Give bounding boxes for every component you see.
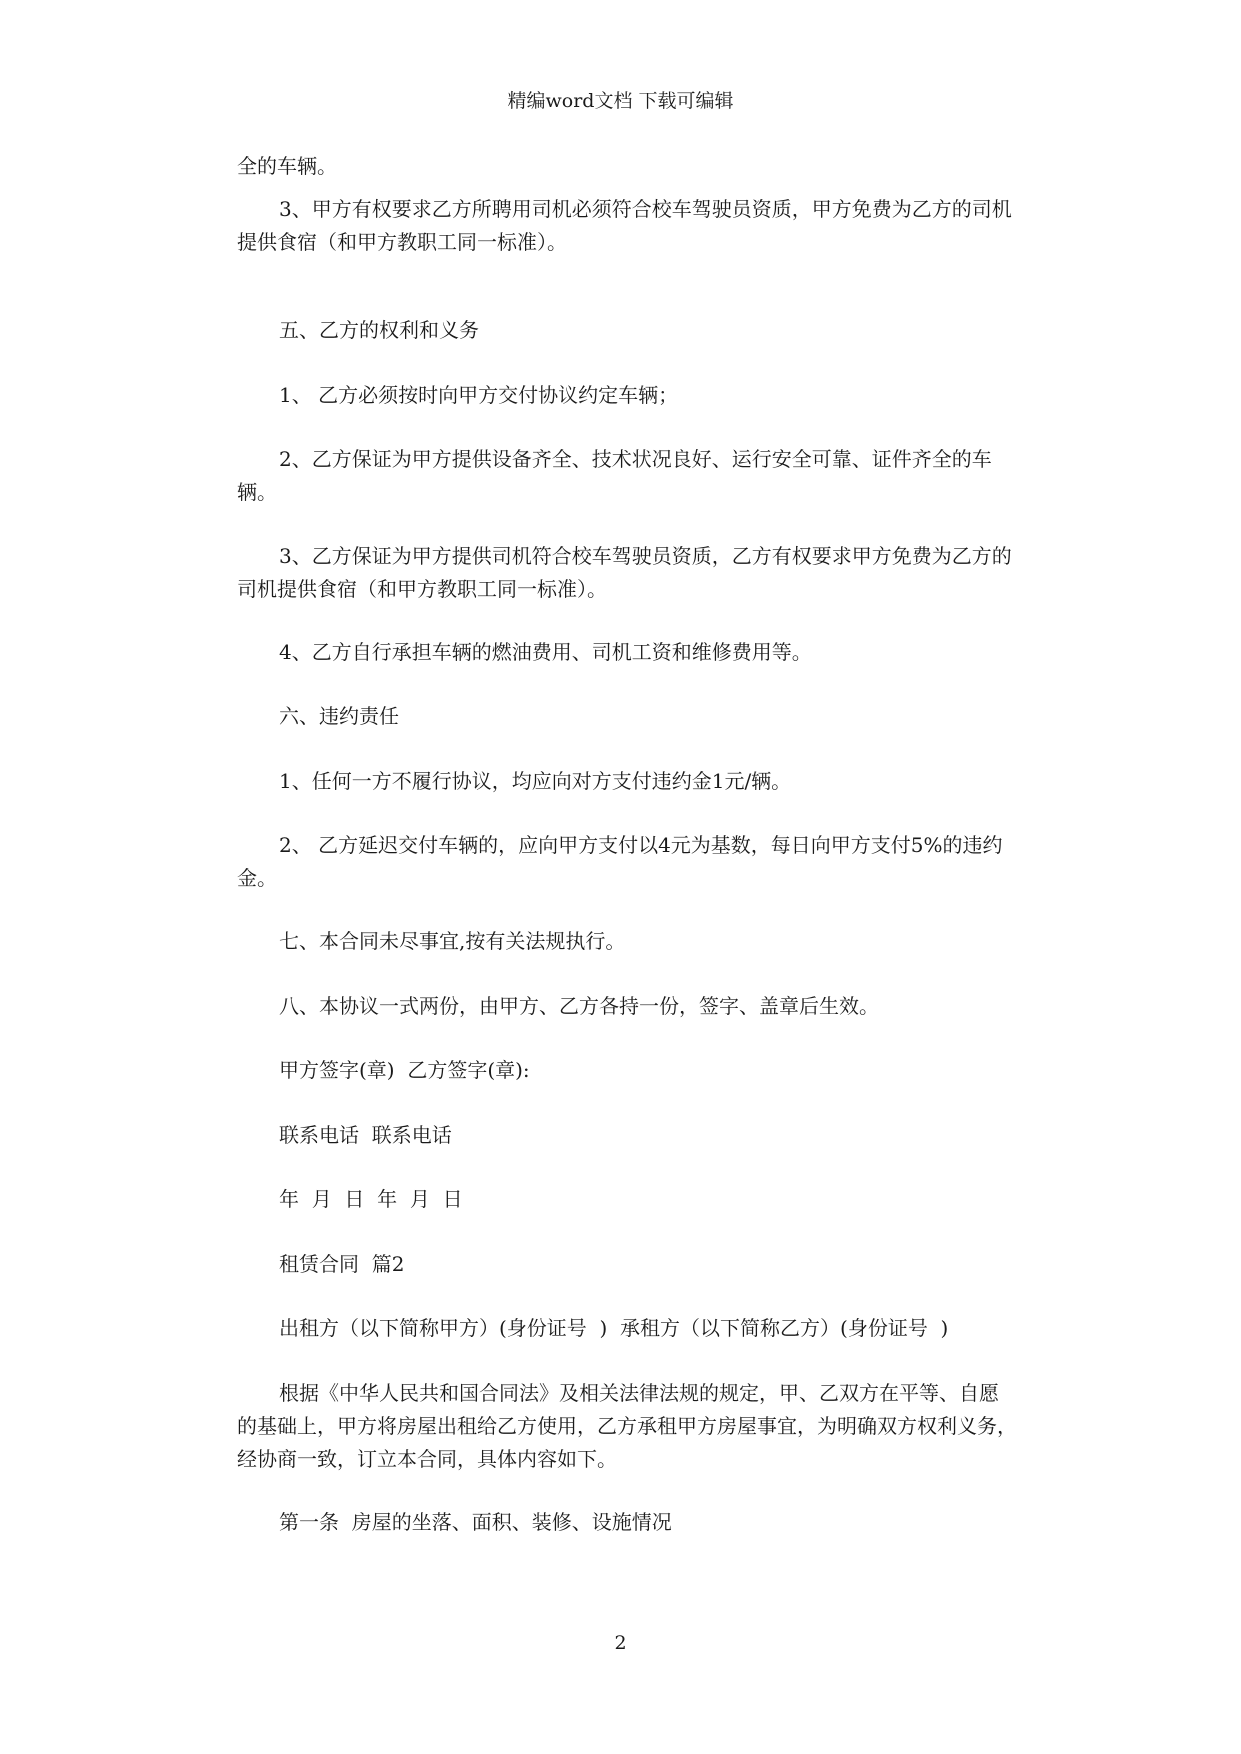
article-heading: 第一条 房屋的坐落、面积、装修、设施情况 (279, 1510, 672, 1534)
section-heading: 六、违约责任 (279, 704, 399, 728)
paragraph: 2、乙方保证为甲方提供设备齐全、技术状况良好、运行安全可靠、证件齐全的车辆。 (237, 447, 992, 504)
paragraph: 3、乙方保证为甲方提供司机符合校车驾驶员资质，乙方有权要求甲方免费为乙方的司机提供食宿（和甲方教职工同一标准）。 (237, 544, 1012, 601)
section-title: 租赁合同 篇2 (279, 1252, 405, 1276)
paragraph: 3、甲方有权要求乙方所聘用司机必须符合校车驾驶员资质，甲方免费为乙方的司机提供食宿（和甲方教职工同一标准）。 (237, 197, 1012, 254)
party-line: 出租方（以下简称甲方）(身份证号 ) 承租方（以下简称乙方）(身份证号 ) (279, 1316, 949, 1340)
section-heading: 五、乙方的权利和义务 (279, 318, 479, 342)
paragraph: 1、 乙方必须按时向甲方交付协议约定车辆； (279, 383, 679, 407)
paragraph: 八、本协议一式两份，由甲方、乙方各持一份，签字、盖章后生效。 (279, 994, 879, 1018)
paragraph: 4、乙方自行承担车辆的燃油费用、司机工资和维修费用等。 (279, 640, 812, 664)
paragraph: 全的车辆。 (237, 154, 337, 178)
paragraph: 1、任何一方不履行协议，均应向对方支付违约金1元/辆。 (279, 769, 792, 793)
page-header: 精编word文档 下载可编辑 (507, 90, 734, 112)
signature-line: 甲方签字(章) 乙方签字(章): (279, 1058, 530, 1082)
contact-line: 联系电话 联系电话 (279, 1123, 452, 1147)
page-number: 2 (614, 1632, 627, 1654)
date-line: 年 月 日 年 月 日 (279, 1187, 463, 1211)
paragraph: 七、本合同未尽事宜,按有关法规执行。 (279, 929, 626, 953)
paragraph: 根据《中华人民共和国合同法》及相关法律法规的规定，甲、乙双方在平等、自愿的基础上，甲方将房屋出租给乙方使用，乙方承租甲方房屋事宜，为明确双方权利义务，经协商一致，订立本合同，具体内容如下。 (237, 1381, 1017, 1471)
paragraph: 2、 乙方延迟交付车辆的，应向甲方支付以4元为基数，每日向甲方支付5%的违约金。 (237, 833, 1003, 890)
